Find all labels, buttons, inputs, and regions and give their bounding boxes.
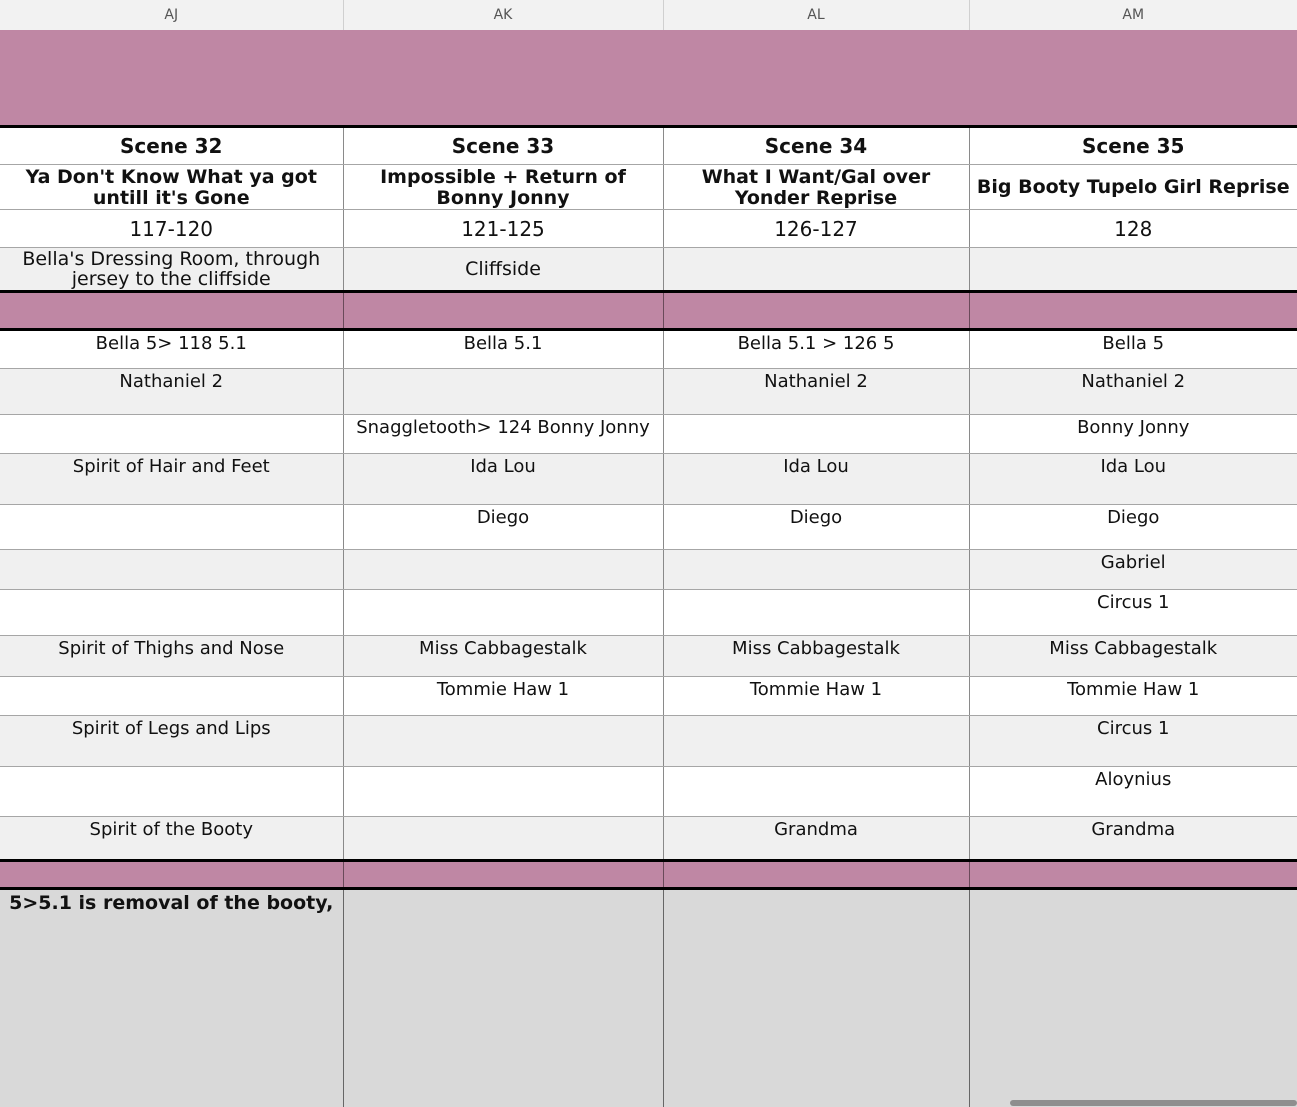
cast-cell[interactable] [663,590,969,636]
cast-row [0,590,1297,636]
notes-cell[interactable] [343,889,663,1107]
cast-cell[interactable]: Tommie Haw 1 [663,677,969,716]
cast-cell[interactable]: Bella 5 [969,330,1297,369]
cast-cell[interactable] [663,767,969,817]
notes-cell[interactable] [969,889,1297,1107]
cast-cell[interactable]: Snaggletooth> 124 Bonny Jonny [343,415,663,454]
cast-cell[interactable]: Tommie Haw 1 [343,677,663,716]
cast-cell[interactable] [0,767,343,817]
cast-row [0,767,1297,817]
cast-cell[interactable] [0,590,343,636]
middle-color-band [0,292,1297,330]
column-header-row [0,0,1297,30]
cast-cell[interactable]: Spirit of Legs and Lips [0,716,343,767]
band-cell[interactable] [0,30,1297,127]
column-header-al[interactable]: AL [663,0,969,30]
band-cell[interactable] [343,292,663,330]
cast-cell[interactable] [0,505,343,550]
cast-cell[interactable]: Bella 5.1 [343,330,663,369]
cast-row [0,636,1297,677]
cast-row [0,505,1297,550]
cast-cell[interactable]: Aloynius [969,767,1297,817]
scene-number-cell[interactable]: Scene 35 [969,127,1297,165]
cast-cell[interactable] [0,677,343,716]
scene-number-cell[interactable]: Scene 32 [0,127,343,165]
cast-cell[interactable]: Bella 5> 118 5.1 [0,330,343,369]
cast-row [0,817,1297,861]
cast-cell[interactable] [343,550,663,590]
cast-cell[interactable]: Diego [343,505,663,550]
cast-cell[interactable] [343,767,663,817]
band-cell[interactable] [663,292,969,330]
page-range-cell[interactable]: 128 [969,210,1297,248]
cast-cell[interactable]: Spirit of Hair and Feet [0,454,343,505]
cast-cell[interactable] [663,415,969,454]
cast-cell[interactable]: Diego [663,505,969,550]
cast-cell[interactable] [663,716,969,767]
cast-cell[interactable]: Bella 5.1 > 126 5 [663,330,969,369]
page-range-cell[interactable]: 121-125 [343,210,663,248]
page-range-cell[interactable]: 117-120 [0,210,343,248]
cast-row [0,550,1297,590]
cast-cell[interactable]: Ida Lou [343,454,663,505]
cast-row [0,330,1297,369]
scene-title-row [0,165,1297,210]
cast-cell[interactable]: Ida Lou [663,454,969,505]
cast-cell[interactable] [343,590,663,636]
cast-cell[interactable]: Diego [969,505,1297,550]
scene-number-cell[interactable]: Scene 33 [343,127,663,165]
cast-cell[interactable]: Ida Lou [969,454,1297,505]
cast-cell[interactable]: Grandma [969,817,1297,861]
location-cell[interactable] [663,248,969,292]
scene-title-cell[interactable]: Impossible + Return of Bonny Jonny [343,165,663,210]
cast-row [0,454,1297,505]
column-header-aj[interactable]: AJ [0,0,343,30]
cast-cell[interactable]: Nathaniel 2 [663,369,969,415]
band-cell[interactable] [969,861,1297,889]
scene-number-cell[interactable]: Scene 34 [663,127,969,165]
notes-cell[interactable]: 5>5.1 is removal of the booty, [0,889,343,1107]
scene-title-cell[interactable]: Ya Don't Know What ya got untill it's Gone [0,165,343,210]
cast-cell[interactable]: Spirit of the Booty [0,817,343,861]
cast-cell[interactable] [343,716,663,767]
page-range-cell[interactable]: 126-127 [663,210,969,248]
cast-cell[interactable]: Circus 1 [969,590,1297,636]
location-cell[interactable] [969,248,1297,292]
cast-cell[interactable]: Gabriel [969,550,1297,590]
cast-cell[interactable]: Nathaniel 2 [0,369,343,415]
cast-row [0,677,1297,716]
scene-title-cell[interactable]: Big Booty Tupelo Girl Reprise [969,165,1297,210]
cast-cell[interactable]: Nathaniel 2 [969,369,1297,415]
top-color-band [0,30,1297,127]
band-cell[interactable] [0,861,343,889]
column-header-ak[interactable]: AK [343,0,663,30]
page-range-row [0,210,1297,248]
band-cell[interactable] [969,292,1297,330]
cast-cell[interactable] [0,415,343,454]
cast-cell[interactable]: Circus 1 [969,716,1297,767]
scene-title-cell[interactable]: What I Want/Gal over Yonder Reprise [663,165,969,210]
cast-cell[interactable]: Grandma [663,817,969,861]
notes-row [0,889,1297,1107]
cast-cell[interactable]: Miss Cabbagestalk [969,636,1297,677]
cast-row [0,716,1297,767]
cast-cell[interactable]: Tommie Haw 1 [969,677,1297,716]
location-row [0,248,1297,292]
cast-cell[interactable]: Miss Cabbagestalk [663,636,969,677]
cast-cell[interactable] [343,817,663,861]
cast-cell[interactable]: Miss Cabbagestalk [343,636,663,677]
location-cell[interactable]: Bella's Dressing Room, through jersey to the cliffside [0,248,343,292]
scene-number-row [0,127,1297,165]
band-cell[interactable] [663,861,969,889]
horizontal-scrollbar[interactable] [1010,1100,1297,1106]
band-cell[interactable] [343,861,663,889]
cast-cell[interactable]: Spirit of Thighs and Nose [0,636,343,677]
cast-row [0,415,1297,454]
cast-cell[interactable] [663,550,969,590]
cast-cell[interactable] [343,369,663,415]
cast-cell[interactable] [0,550,343,590]
cast-row [0,369,1297,415]
cast-cell[interactable]: Bonny Jonny [969,415,1297,454]
band-cell[interactable] [0,292,343,330]
bottom-color-band [0,861,1297,889]
column-header-am[interactable]: AM [969,0,1297,30]
location-cell[interactable]: Cliffside [343,248,663,292]
notes-cell[interactable] [663,889,969,1107]
